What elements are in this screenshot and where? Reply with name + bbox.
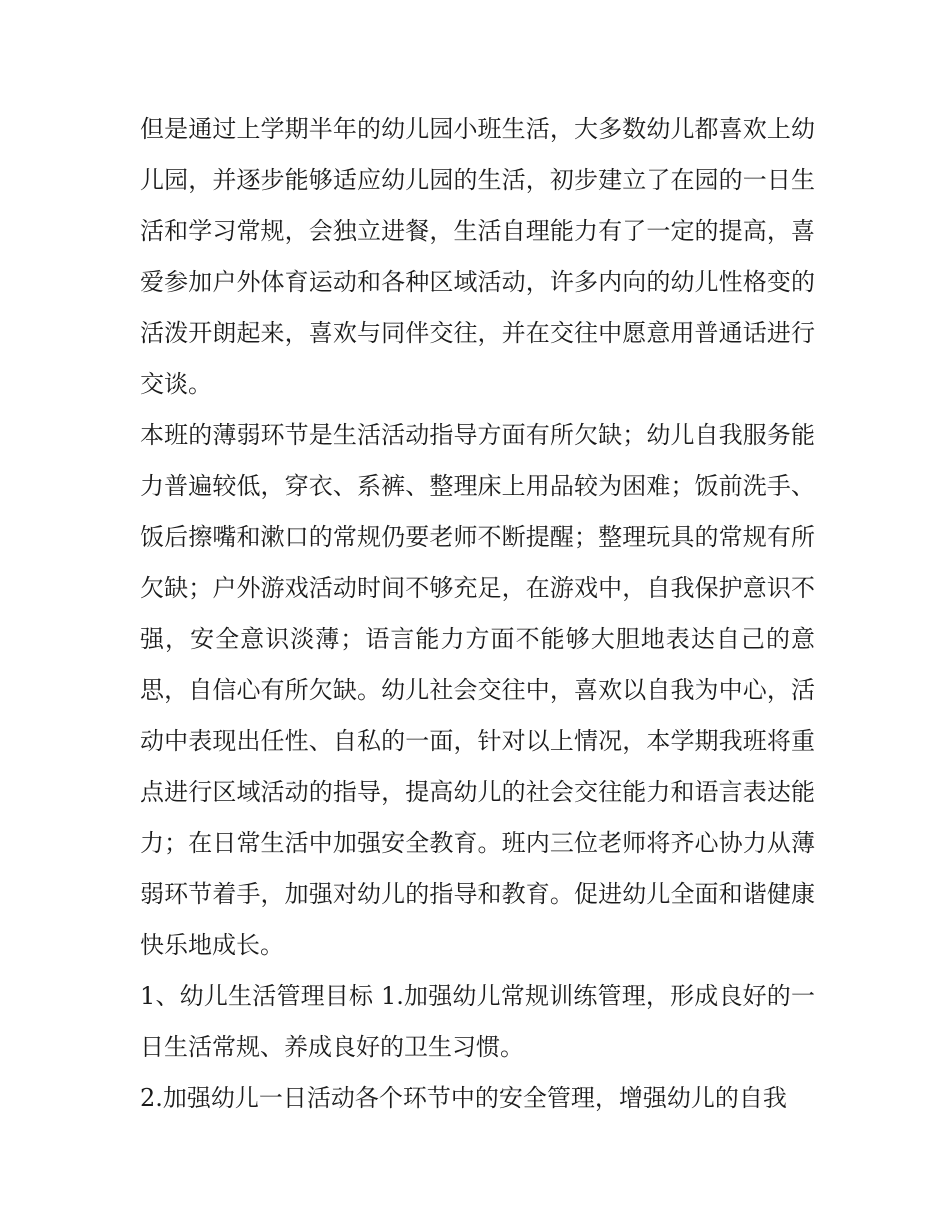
paragraph-class-summary: 但是通过上学期半年的幼儿园小班生活，大多数幼儿都喜欢上幼儿园，并逐步能够适应幼儿园的生活，初步建立了在园的一日生活和学习常规，会独立进餐，生活自理能力有了一定的提高，喜爱参加户外体育运动和各种区域活动，许多内向的幼儿性格变的活泼开朗起来，喜欢与同伴交往，并在交往中愿意用普通话进行交谈。 [140, 115, 815, 398]
paragraph-weak-points: 本班的薄弱环节是生活活动指导方面有所欠缺；幼儿自我服务能力普遍较低，穿衣、系裤、整理床上用品较为困难；饭前洗手、饭后擦嘴和漱口的常规仍要老师不断提醒；整理玩具的常规有所欠缺；户外游戏活动时间不够充足，在游戏中，自我保护意识不强，安全意识淡薄；语言能力方面不能够大胆地表达自己的意思，自信心有所欠缺。幼儿社会交往中，喜欢以自我为中心，活动中表现出任性、自私的一面，针对以上情况，本学期我班将重点进行区域活动的指导，提高幼儿的社会交往能力和语言表达能力；在日常生活中加强安全教育。班内三位老师将齐心协力从薄弱环节着手，加强对幼儿的指导和教育。促进幼儿全面和谐健康快乐地成长。 [140, 421, 815, 959]
paragraph-goal-1: 1、幼儿生活管理目标 1.加强幼儿常规训练管理，形成良好的一日生活常规、养成良好的卫生习惯。 [140, 982, 815, 1061]
paragraph-goal-2: 2.加强幼儿一日活动各个环节中的安全管理，增强幼儿的自我 [140, 1084, 787, 1112]
document-body [140, 104, 815, 1124]
